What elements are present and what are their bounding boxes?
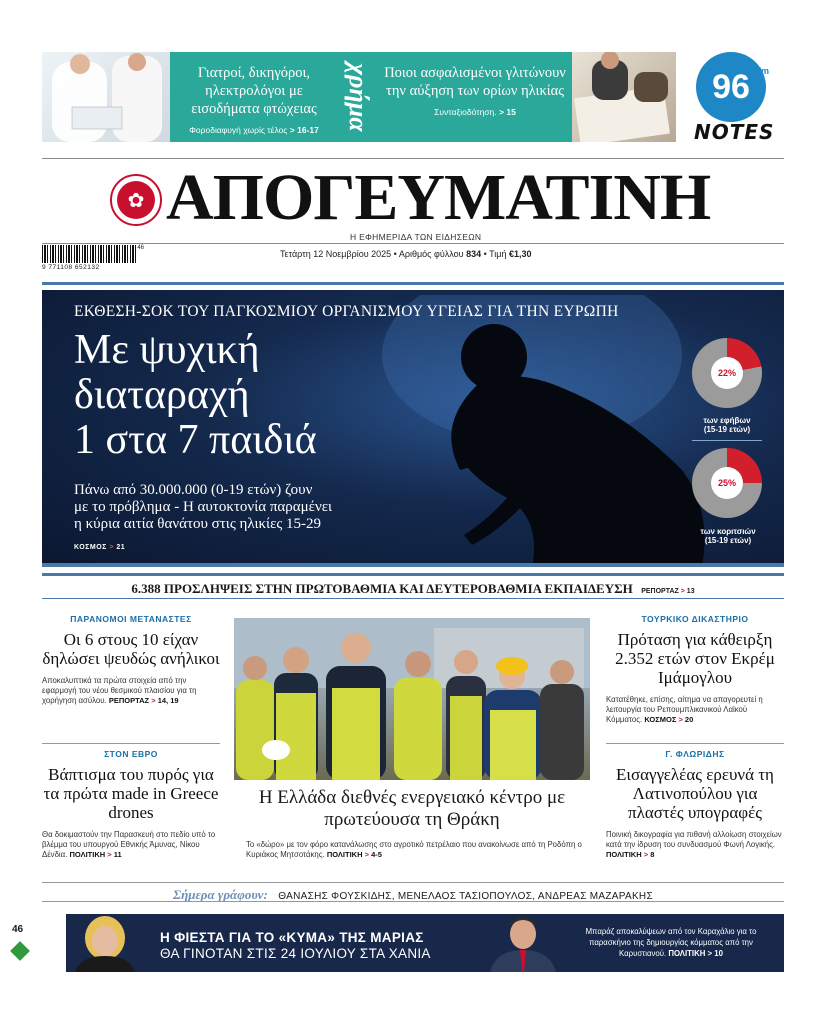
hero-section-ref[interactable]: ΚΟΣΜΟΣ > 21: [74, 544, 126, 551]
left-story-migrants[interactable]: [42, 614, 220, 706]
workers-group-illustration: [234, 618, 590, 780]
radio-fm: fm: [758, 66, 769, 76]
stat-label-teens: των εφήβων (15-19 ετών): [703, 416, 751, 434]
hero-subheadline: Πάνω από 30.000.000 (0-19 ετών) ζουν με το πρόβλημα - Η αυτοκτονία παραμένει η κύρια αιτία θανάτου στις ηλικίες 15-29: [74, 482, 333, 532]
radio-name: NOTES: [694, 120, 775, 144]
documents-photo: [572, 52, 676, 142]
promo-right-sub: Συνταξιοδότηση. > 15: [434, 107, 516, 117]
barcode-issue: 46: [137, 245, 144, 251]
woman-portrait: [70, 914, 140, 972]
stat-value-teens: 22%: [711, 357, 743, 389]
stat-divider: [692, 440, 762, 441]
center-body: Το «δώρο» με τον φόρο κατανάλωσης στο αγροτικό πετρέλαιο που ανακοίνωσε από τη Ροδόπη ο Κυριάκος Μητσοτάκης. ΠΟΛΙΤΙΚΗ > 4-5: [246, 840, 582, 859]
hero-top-rule: [42, 282, 784, 285]
barcode-number: 9 771108 652132: [42, 264, 100, 271]
left-story2-headline: Βάπτισμα του πυρός για τα πρώτα made in Greece drones: [43, 765, 219, 822]
stat-label-girls: των κοριτσιών (15-19 ετών): [700, 527, 756, 545]
mitsotakis-thrace-photo[interactable]: [234, 618, 590, 780]
right-story1-headline: Πρόταση για κάθειρξη 2.352 ετών στον Εκρέμ Ιμάμογλου: [615, 630, 775, 687]
right-story-imamoglu[interactable]: [606, 614, 784, 725]
promo-left-headline: Γιατροί, δικηγόροι, ηλεκτρολόγοι με εισοδήματα φτώχειας: [191, 65, 317, 117]
right-story-latinopoulou[interactable]: [606, 749, 784, 860]
doctors-photo: [42, 52, 170, 142]
right-column-separator: [606, 743, 784, 744]
right-story2-body: Ποινική δικογραφία για πιθανή αλλοίωση στοιχείων κατά την ίδρυση του συνδυασμού Φωνή Λογικής. ΠΟΛΙΤΙΚΗ > 8: [606, 830, 782, 859]
todays-writers: [42, 882, 784, 902]
masthead-title[interactable]: ΑΠΟΓΕΥΜΑΤΙΝΗ: [166, 161, 711, 234]
left-story1-body: Αποκαλυπτικά τα πρώτα στοιχεία από την εφαρμογή του νέου θεσμικού πλαισίου για τη χορήγηση ασύλου. ΡΕΠΟΡΤΑΖ > 14, 19: [42, 676, 197, 705]
stat-donut-teens: [692, 338, 762, 408]
top-promo-band: [42, 52, 676, 142]
page-number: 46: [12, 924, 24, 935]
writers-label: Σήμερα γράφουν:: [173, 887, 268, 902]
right-story2-headline: Εισαγγελέας ερευνά τη Λατινοπούλου για πλαστές υπογραφές: [616, 765, 774, 822]
left-story2-kicker: ΣΤΟΝ ΕΒΡΟ: [104, 749, 158, 759]
hiring-strip[interactable]: [42, 573, 784, 599]
page-marker-icon: [10, 941, 30, 961]
promo-right-headline: Ποιοι ασφαλισμένοι γλιτώνουν την αύξηση των ορίων ηλικίας: [384, 65, 566, 99]
left-column-separator: [42, 743, 220, 744]
left-story1-kicker: ΠΑΡΑΝΟΜΟΙ ΜΕΤΑΝΑΣΤΕΣ: [70, 614, 192, 624]
man-portrait: [486, 914, 560, 972]
barcode: [42, 245, 144, 275]
promo-vertical-word: χρήμα: [344, 62, 373, 132]
banner-headline-line2: ΘΑ ΓΙΝΟΤΑΝ ΣΤΙΣ 24 ΙΟΥΛΙΟΥ ΣΤΑ ΧΑΝΙΑ: [160, 946, 431, 961]
hiring-ref: ΡΕΠΟΡΤΑΖ > 13: [641, 588, 695, 595]
right-story1-kicker: ΤΟΥΡΚΙΚΟ ΔΙΚΑΣΤΗΡΙΟ: [641, 614, 749, 624]
promo-left-sub: Φοροδιαφυγή χωρίς τέλος > 16-17: [189, 125, 319, 135]
stat-donut-girls: [692, 448, 762, 518]
right-story2-kicker: Γ. ΦΛΩΡΙΔΗΣ: [665, 749, 725, 759]
banner-headline-line1: Η ΦΙΕΣΤΑ ΓΙΑ ΤΟ «ΚΥΜΑ» ΤΗΣ ΜΑΡΙΑΣ: [160, 930, 424, 945]
banner-right-text: Μπαράζ αποκαλύψεων από τον Καραχάλιο για το παρασκήνιο της δημιουργίας κόμματος από την Καρυστιανού. ΠΟΛΙΤΙΚΗ > 10: [585, 927, 757, 958]
masthead-emblem-icon: ✿: [110, 174, 162, 226]
left-story2-body: Θα δοκιμαστούν την Παρασκευή στο πεδίο υπό το βλέμμα του υπουργού Εθνικής Άμυνας, Νίκου Δένδια. ΠΟΛΙΤΙΚΗ > 11: [42, 830, 216, 859]
hero-story[interactable]: [42, 290, 784, 567]
radio-96-notes-logo[interactable]: [690, 52, 785, 144]
hero-bottom-accent: [42, 563, 784, 567]
hiring-headline: 6.388 ΠΡΟΣΛΗΨΕΙΣ ΣΤΗΝ ΠΡΩΤΟΒΑΘΜΙΑ ΚΑΙ ΔΕΥΤΕΡΟΒΑΘΜΙΑ ΕΚΠΑΙΔΕΥΣΗ: [131, 581, 633, 596]
issue-number: 834: [466, 249, 482, 259]
promo-left-text[interactable]: [170, 52, 338, 142]
masthead-tagline: Η ΕΦΗΜΕΡΙΔΑ ΤΩΝ ΕΙΔΗΣΕΩΝ: [350, 232, 482, 242]
top-divider: [42, 158, 784, 159]
bottom-banner[interactable]: [66, 914, 784, 972]
center-headline[interactable]: Η Ελλάδα διεθνές ενεργειακό κέντρο με πρωτεύουσα τη Θράκη: [258, 787, 566, 830]
barcode-bars: [42, 245, 138, 263]
hero-headline: Με ψυχική διαταραχή 1 στα 7 παιδιά: [74, 327, 317, 463]
issue-price: €1,30: [508, 249, 532, 259]
left-story1-headline: Οι 6 στους 10 είχαν δηλώσει ψευδώς ανήλικοι: [42, 630, 220, 668]
writers-names: ΘΑΝΑΣΗΣ ΦΟΥΣΚΙΔΗΣ, ΜΕΝΕΛΑΟΣ ΤΑΣΙΟΠΟΥΛΟΣ, ΑΝΔΡΕΑΣ ΜΑΖΑΡΑΚΗΣ: [278, 891, 653, 902]
stat-value-girls: 25%: [711, 467, 743, 499]
left-story-drones[interactable]: [42, 749, 220, 860]
issue-date: Τετάρτη 12 Νοεμβρίου 2025: [280, 249, 392, 259]
right-story1-body: Κατατέθηκε, επίσης, αίτημα να απαγορευτεί η λειτουργία του Ρεπουμπλικανικού Λαϊκού Κόμματος. ΚΟΣΜΟΣ > 20: [606, 695, 763, 724]
promo-right-text[interactable]: [378, 52, 572, 142]
masthead-divider: [42, 243, 784, 244]
radio-number: 96: [696, 52, 766, 122]
dateline: Τετάρτη 12 Νοεμβρίου 2025 • Αριθμός φύλλου 834 • Τιμή €1,30: [280, 249, 532, 259]
hero-kicker: ΕΚΘΕΣΗ-ΣΟΚ ΤΟΥ ΠΑΓΚΟΣΜΙΟΥ ΟΡΓΑΝΙΣΜΟΥ ΥΓΕΙΑΣ ΓΙΑ ΤΗΝ ΕΥΡΩΠΗ: [74, 303, 619, 320]
